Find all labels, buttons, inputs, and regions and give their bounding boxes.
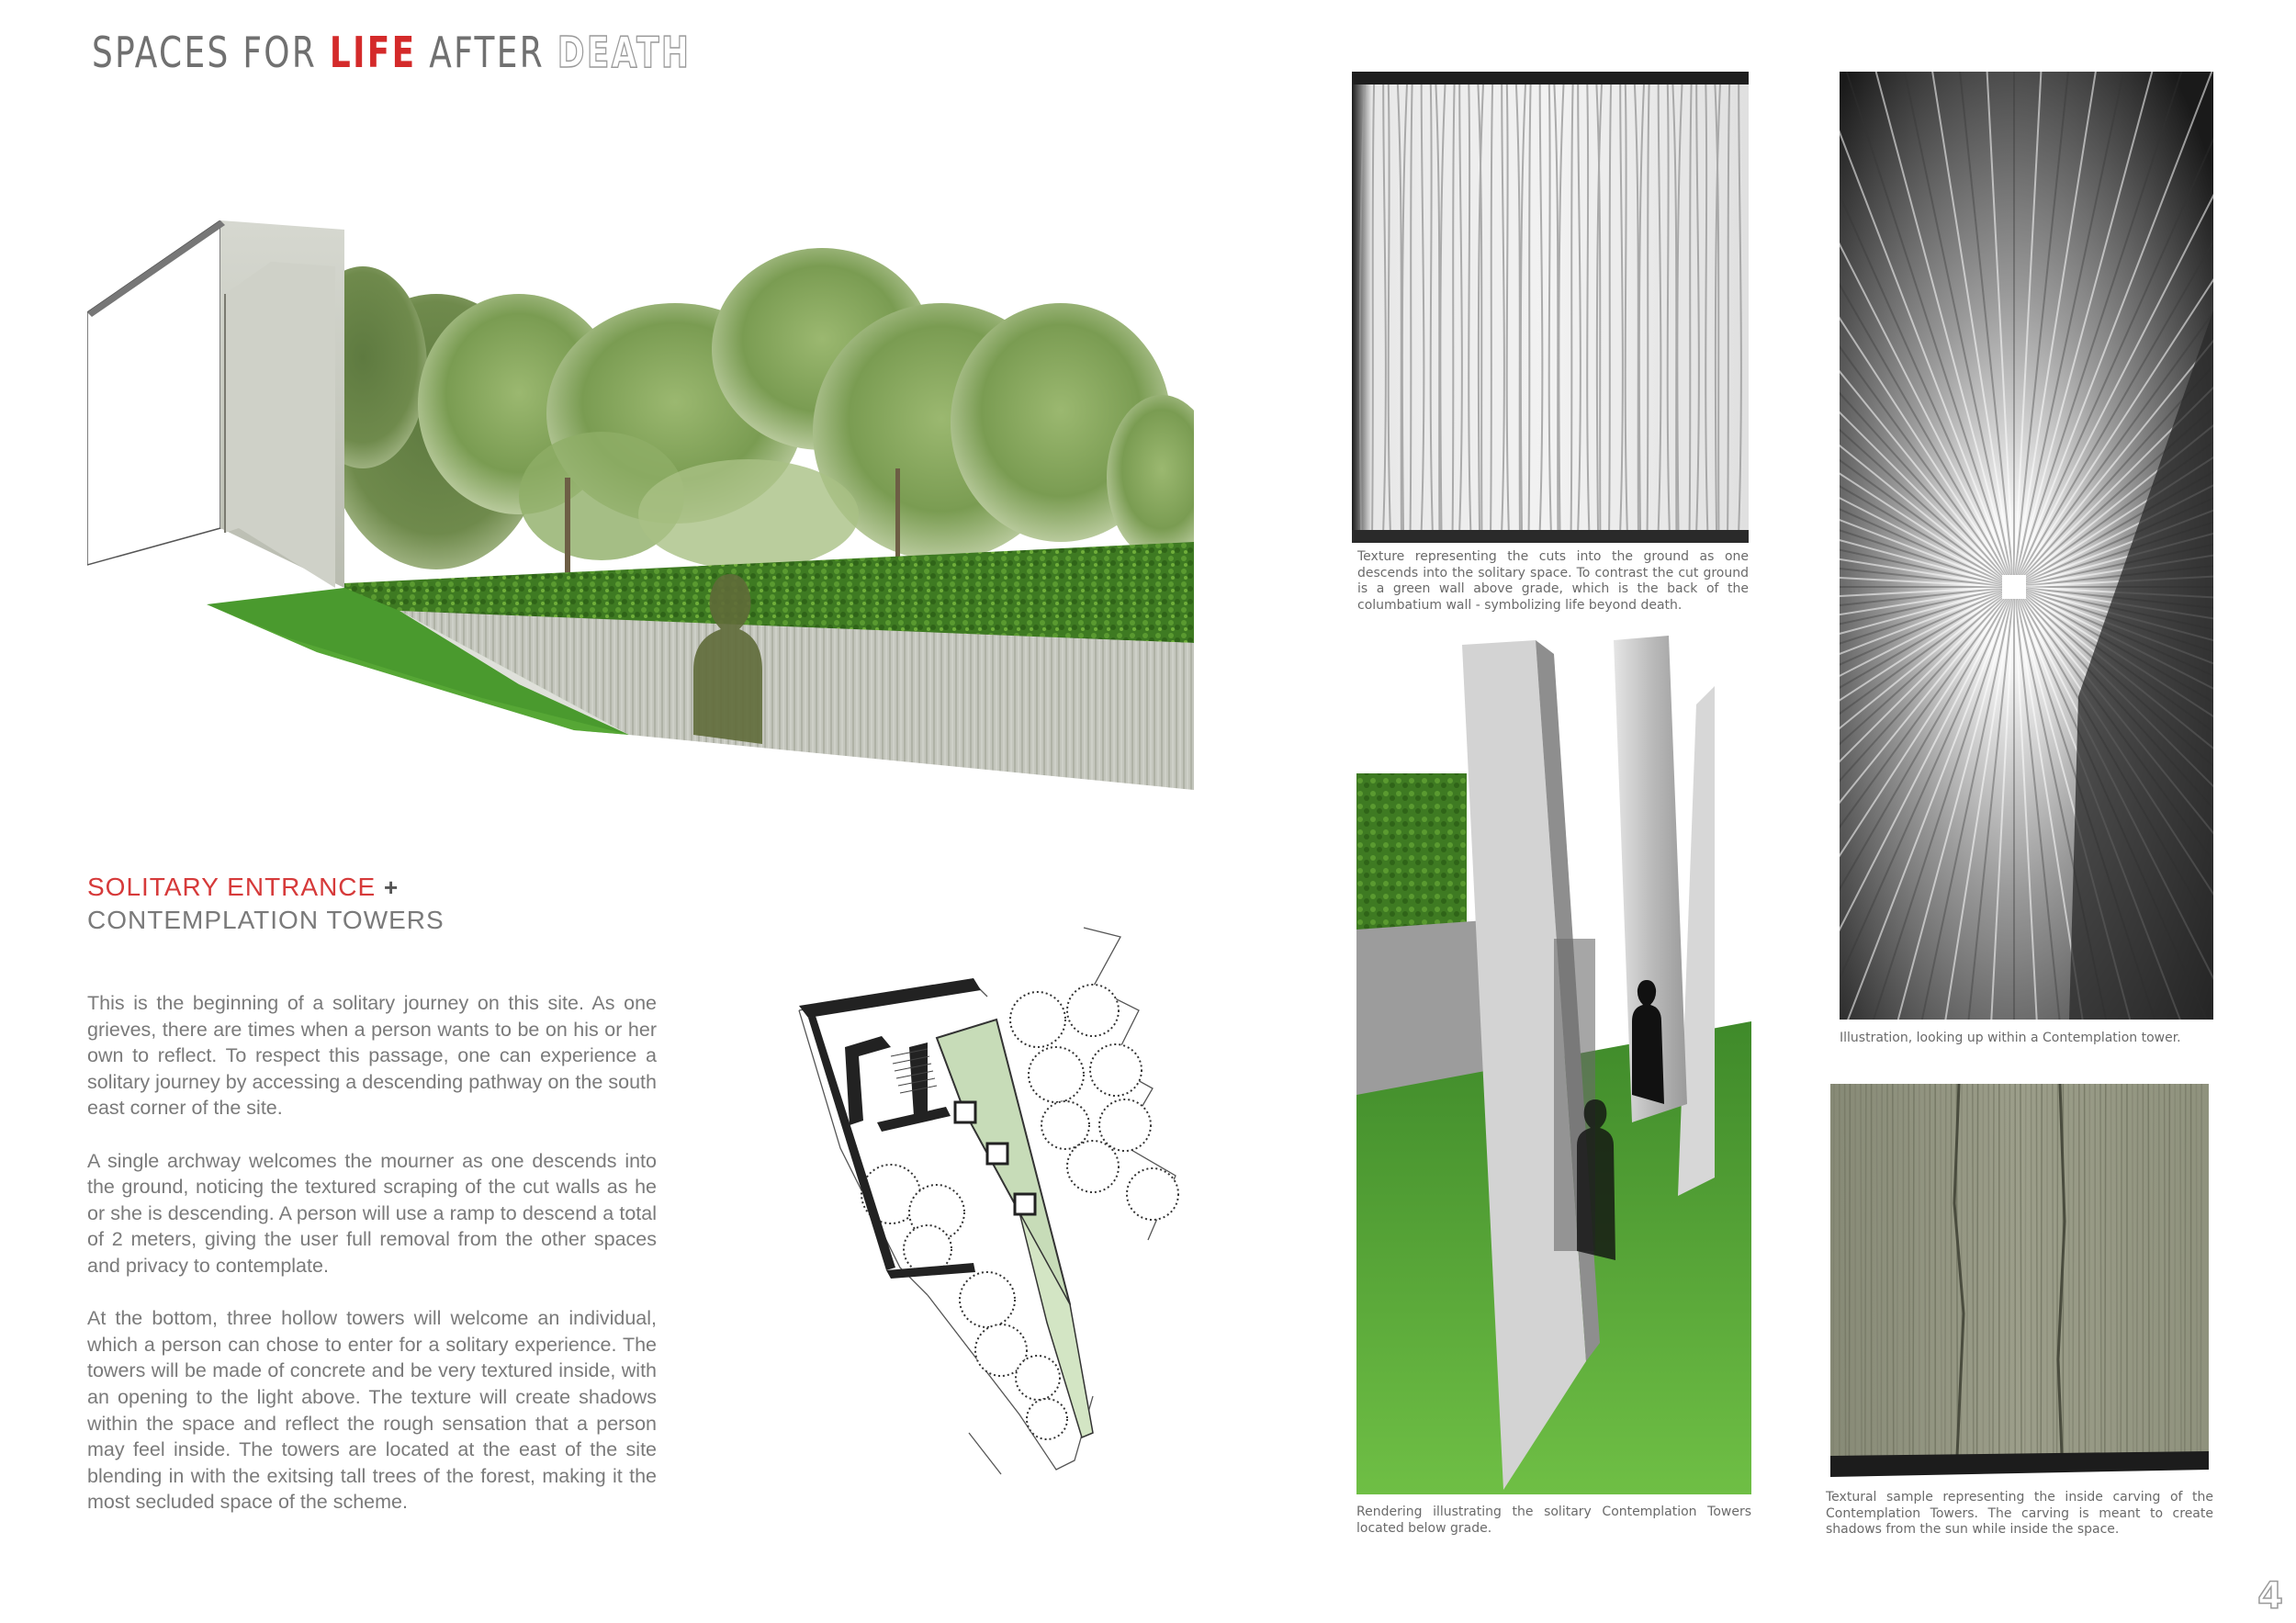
title-part-death: DEATH [557,28,692,77]
tower-illustration-image [1840,72,2213,1020]
concrete-groove [2137,1084,2138,1456]
concrete-groove [2180,1084,2181,1456]
concrete-groove [1913,1084,1914,1456]
concrete-groove [2041,1084,2042,1456]
caption-textural-sample: Textural sample representing the inside carving of the Contemplation Towers. The carving is meant to create shadows from the sun while inside the space. [1826,1490,2213,1537]
concrete-groove [1897,1084,1898,1456]
concrete-groove [2068,1084,2069,1456]
concrete-groove [2168,1084,2169,1456]
entrance-render-image [87,220,1194,845]
concrete-groove [2153,1084,2154,1456]
title-part-life: LIFE [329,28,417,77]
section-heading [87,873,445,935]
heading-plus: + [383,873,400,901]
title-part-spaces-for: SPACES FOR [92,28,318,77]
heading-solitary-entrance [87,873,445,902]
concrete-groove [2085,1084,2086,1456]
concrete-groove [1973,1084,1974,1456]
concrete-groove [2185,1084,2186,1456]
paragraph-2: A single archway welcomes the mourner as one descends into the ground, noticing the textured scraping of the cut walls as he or she is descending. A person will use a ramp to descend a total of 2 meters, giving the user full removal from the other spaces and privacy to contemplate. [87,1149,657,1277]
concrete-groove [2100,1084,2101,1456]
clay-texture-image [1352,72,1749,543]
concrete-groove [2116,1084,2117,1456]
heading-contemplation-towers: CONTEMPLATION TOWERS [87,906,445,934]
concrete-groove [2025,1084,2026,1456]
concrete-groove [1925,1084,1926,1456]
caption-tower-illustration: Illustration, looking up within a Contemplation tower. [1840,1031,2181,1045]
concrete-groove [1929,1084,1930,1456]
concrete-groove [1876,1084,1877,1456]
concrete-groove [2200,1084,2201,1456]
concrete-groove [1865,1084,1866,1456]
concrete-groove [1833,1084,1834,1456]
concrete-groove [2196,1084,2197,1456]
concrete-groove [2053,1084,2054,1456]
concrete-groove [1849,1084,1850,1456]
concrete-groove [2105,1084,2106,1456]
page-number: 4 [2257,1575,2283,1617]
concrete-groove [1908,1084,1909,1456]
towers-render-image [1356,636,1751,1494]
concrete-sample-image [1830,1084,2209,1479]
concrete-groove [2020,1084,2021,1456]
paragraph-1: This is the beginning of a solitary journey on this site. As one grieves, there are times when a person wants to be on his or her own to reflect. To respect this passage, one can experience a solitary journey by accessing a descending pathway on the south east corner of the site. [87,992,657,1120]
heading-red-text: SOLITARY ENTRANCE [87,873,377,901]
caption-rendering-towers: Rendering illustrating the solitary Contemplation Towers located below grade. [1356,1505,1751,1536]
caption-texture-cuts: Texture representing the cuts into the ground as one descends into the solitary space. To contrast the cut ground is a green wall above grade, which is the back of the columbatium wall - symbolizing life beyond death. [1357,549,1749,613]
site-plan-image [790,919,1240,1488]
concrete-groove [1845,1084,1846,1456]
concrete-groove [2036,1084,2037,1456]
concrete-groove [1945,1084,1946,1456]
trees-group [298,248,1194,579]
concrete-groove [2073,1084,2074,1456]
paragraph-3: At the bottom, three hollow towers will welcome an individual, which a person can chose to enter for a solitary experience. The towers will be made of concrete and be very textured inside, with an opening to the light above. The texture will create shadows within the space and reflect the rough sensation that a person may feel inside. The towers are located at the east of the site blending in with the exitsing tall trees of the forest, making it the most secluded space of the scheme. [87,1307,657,1514]
title-part-after: AFTER [429,28,546,77]
concrete-groove [2088,1084,2089,1456]
concrete-groove [2165,1084,2166,1456]
concrete-groove [1893,1084,1894,1456]
body-text [87,990,657,1541]
concrete-groove [1881,1084,1882,1456]
concrete-groove [1993,1084,1994,1456]
concrete-groove [2005,1084,2006,1456]
concrete-groove [1977,1084,1978,1456]
concrete-groove [1861,1084,1862,1456]
concrete-groove [2121,1084,2122,1456]
concrete-groove [1988,1084,1989,1456]
page-title [92,28,691,77]
concrete-groove [2148,1084,2149,1456]
concrete-groove [2057,1084,2058,1456]
